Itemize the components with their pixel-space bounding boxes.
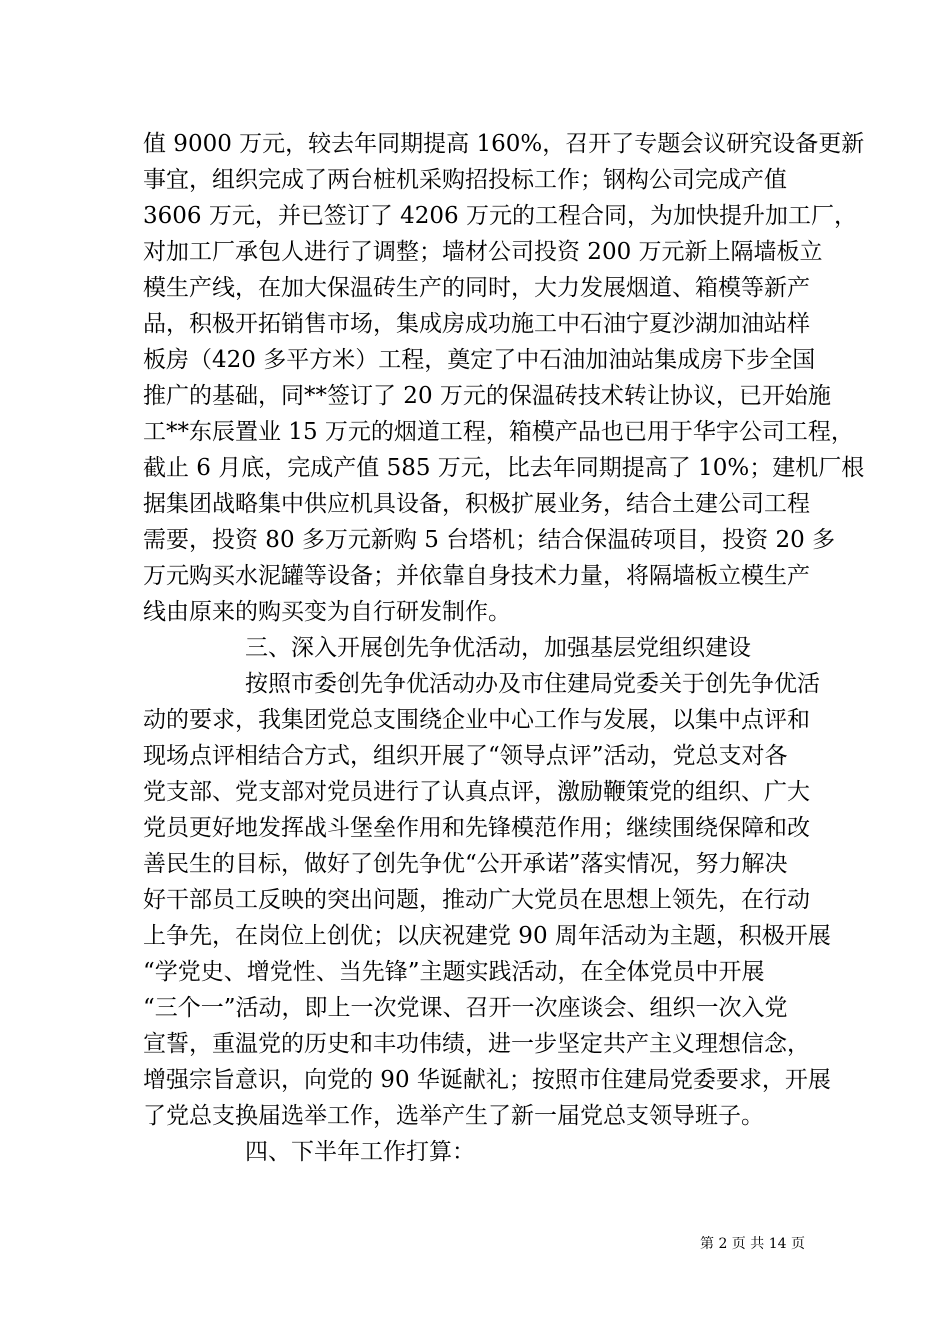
text-line: 对加工厂承包人进行了调整；墙材公司投资 200 万元新上隔墙板立	[143, 239, 823, 265]
text-line: 好干部员工反映的突出问题，推动广大党员在思想上领先，在行动	[143, 887, 810, 913]
text-line: “三个一”活动，即上一次党课、召开一次座谈会、组织一次入党	[143, 995, 788, 1021]
text-line: 据集团战略集中供应机具设备，积极扩展业务，结合土建公司工程	[143, 491, 810, 517]
text-line: 模生产线，在加大保温砖生产的同时，大力发展烟道、箱模等新产	[143, 275, 810, 301]
text-line: 工**东辰置业 15 万元的烟道工程，箱模产品也已用于华宇公司工程，	[143, 419, 854, 445]
text-line: 上争先，在岗位上创优；以庆祝建党 90 周年活动为主题，积极开展	[143, 923, 831, 949]
text-line: 增强宗旨意识，向党的 90 华诞献礼；按照市住建局党委要求，开展	[143, 1067, 831, 1093]
text-line: 了党总支换届选举工作，选举产生了新一届党总支领导班子。	[143, 1103, 764, 1129]
text-line: 党员更好地发挥战斗堡垒作用和先锋模范作用；继续围绕保障和改	[143, 815, 810, 841]
text-line: 宣誓，重温党的历史和丰功伟绩，进一步坚定共产主义理想信念，	[143, 1031, 810, 1057]
section-heading: 三、深入开展创先争优活动，加强基层党组织建设	[245, 635, 751, 661]
text-line: 值 9000 万元，较去年同期提高 160%，召开了专题会议研究设备更新	[143, 131, 865, 157]
text-line: “学党史、增党性、当先锋”主题实践活动，在全体党员中开展	[143, 959, 765, 985]
text-line: 党支部、党支部对党员进行了认真点评，激励鞭策党的组织、广大	[143, 779, 810, 805]
text-line: 3606 万元，并已签订了 4206 万元的工程合同，为加快提升加工厂，	[143, 203, 857, 229]
text-line: 动的要求，我集团党总支围绕企业中心工作与发展，以集中点评和	[143, 707, 810, 733]
text-line: 需要，投资 80 多万元新购 5 台塔机；结合保温砖项目，投资 20 多	[143, 527, 836, 553]
text-line: 板房（420 多平方米）工程，奠定了中石油加油站集成房下步全国	[143, 347, 816, 373]
text-line: 推广的基础，同**签订了 20 万元的保温砖技术转让协议，已开始施	[143, 383, 831, 409]
text-line: 事宜，组织完成了两台桩机采购招投标工作；钢构公司完成产值	[143, 167, 787, 193]
text-line: 品，积极开拓销售市场，集成房成功施工中石油宁夏沙湖加油站样	[143, 311, 810, 337]
section-heading: 四、下半年工作打算：	[245, 1139, 475, 1165]
text-line: 按照市委创先争优活动办及市住建局党委关于创先争优活	[245, 671, 820, 697]
text-line: 线由原来的购买变为自行研发制作。	[143, 599, 511, 625]
text-line: 万元购买水泥罐等设备；并依靠自身技术力量，将隔墙板立模生产	[143, 563, 810, 589]
page-number-footer: 第 2 页 共 14 页	[700, 1236, 805, 1252]
text-line: 现场点评相结合方式，组织开展了“领导点评”活动，党总支对各	[143, 743, 788, 769]
text-line: 善民生的目标，做好了创先争优“公开承诺”落实情况，努力解决	[143, 851, 788, 877]
text-line: 截止 6 月底，完成产值 585 万元，比去年同期提高了 10%；建机厂根	[143, 455, 865, 481]
